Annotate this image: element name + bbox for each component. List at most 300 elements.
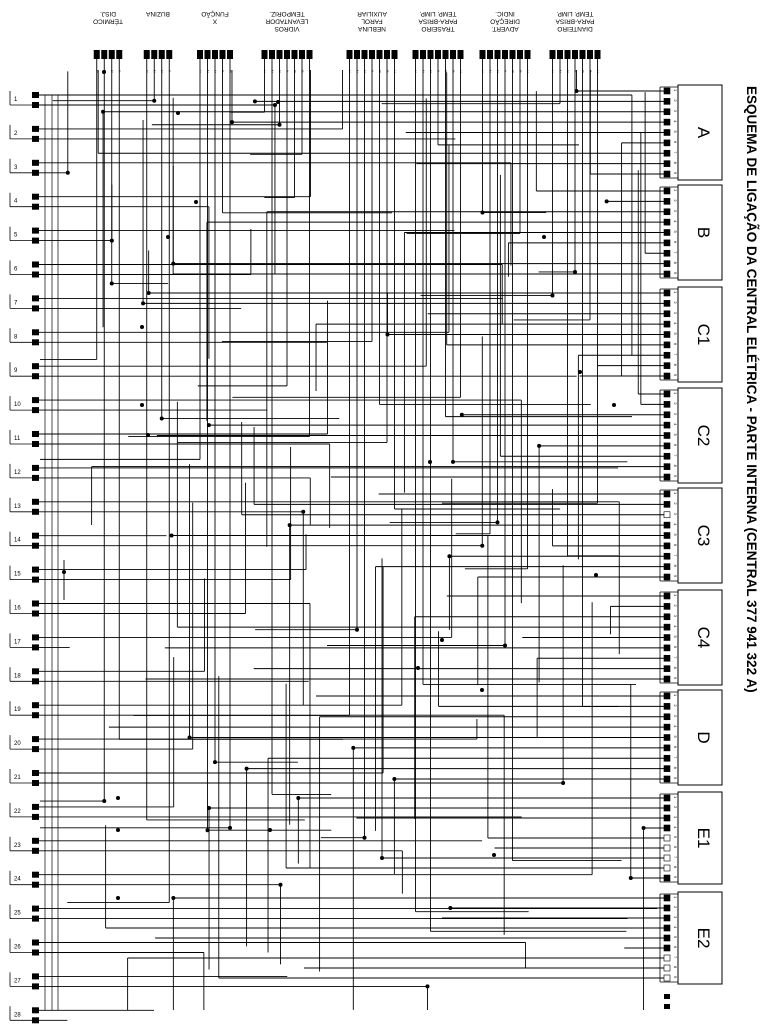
fuse-top-terminal: [32, 973, 39, 979]
relay-pin-number: 3: [363, 69, 366, 74]
connector-pin: [664, 422, 670, 428]
fuse-bottom-terminal: [32, 441, 39, 447]
fuse-top-terminal: [32, 194, 39, 200]
connector-pin: [664, 373, 670, 379]
relay-pin-number: 4: [504, 69, 507, 74]
fuse-bottom-terminal: [32, 678, 39, 684]
connector-pin: [664, 474, 670, 480]
connector-pin-number: 7: [673, 756, 678, 759]
relay-pin-number: 5: [293, 69, 296, 74]
relay-label: PARA-BRISA: [555, 17, 595, 25]
relay-pin: [94, 50, 100, 59]
fuse-27: [10, 972, 39, 989]
relay-label: FAROL: [361, 17, 383, 25]
relay-pin-number: 3: [214, 69, 217, 74]
fuse-bottom-terminal: [32, 475, 39, 481]
relay-label: AUXILIAR: [357, 10, 387, 17]
connector-pin: [664, 795, 670, 801]
connector-pin-number: 1: [673, 189, 678, 192]
relay-pin-number: 7: [308, 69, 311, 74]
connector-pin-number: 4: [673, 220, 678, 223]
connector-pin-number: 7: [673, 656, 678, 659]
connector-pin: [664, 825, 670, 831]
relay-pin-number: 7: [393, 69, 396, 74]
connector-e1: [660, 792, 722, 884]
fuse-top-terminal: [32, 702, 39, 708]
relay-pin-number: 2: [153, 69, 156, 74]
connector-pin-number: 5: [673, 533, 678, 536]
relay-pin-number: 6: [452, 69, 455, 74]
connector-pin-number: 5: [673, 936, 678, 939]
relay-pin: [565, 50, 571, 59]
relay-pin-number: 1: [263, 69, 266, 74]
fuse-20: [10, 735, 39, 752]
connector-pin: [664, 88, 670, 94]
connector-pin-number: 5: [673, 735, 678, 738]
connector-label: B: [694, 226, 713, 239]
fuse-1: [10, 91, 39, 108]
connector-pin: [664, 391, 670, 397]
connector-pin-number: 3: [673, 816, 678, 819]
fuse-top-terminal: [32, 804, 39, 810]
connector-pin: [664, 240, 670, 246]
relay-pin: [502, 50, 508, 59]
fuse-bottom-terminal: [32, 407, 39, 413]
fuse-bottom-terminal: [32, 543, 39, 549]
connector-label: C2: [694, 424, 713, 447]
relay-label: LEVANTADOR: [265, 17, 309, 25]
connector-pin: [664, 271, 670, 277]
connector-pin: [664, 119, 670, 125]
relay-pin-number: 6: [519, 69, 522, 74]
fuse-bottom-terminal: [32, 204, 39, 210]
connector-e2: [660, 892, 722, 984]
fuse-bottom-terminal: [32, 746, 39, 752]
connector-pin: [664, 290, 670, 296]
fuse-bottom-terminal: [32, 102, 39, 108]
connector-pin: [664, 300, 670, 306]
connector-pin: [664, 311, 670, 317]
fuse-top-terminal: [32, 601, 39, 607]
relay-pin-number: 5: [378, 69, 381, 74]
fuse-top-terminal: [32, 736, 39, 742]
connector-pin: [664, 835, 670, 841]
fuse-bottom-terminal: [32, 780, 39, 786]
connector-pin: [664, 815, 670, 821]
connector-label: E1: [694, 827, 713, 849]
connector-pin: [664, 714, 670, 720]
fuse-number: 25: [14, 910, 21, 917]
connector-pin-number: 6: [673, 240, 678, 244]
fuse-number: 11: [14, 436, 21, 442]
connector-pin: [664, 766, 670, 772]
relay-pin: [384, 50, 390, 59]
fuse-bottom-terminal: [32, 712, 39, 718]
fuse-26: [10, 939, 39, 956]
connector-pin: [664, 945, 670, 951]
fuse-number: 6: [14, 266, 18, 273]
connector-pin: [664, 464, 670, 470]
relay-label: VIDROS: [274, 25, 300, 32]
connector-pin: [664, 412, 670, 418]
fuse-24: [10, 871, 39, 888]
connector-pin-number: 4: [673, 725, 678, 728]
fuse-7: [10, 294, 39, 311]
connector-pin: [664, 352, 670, 358]
connector-pin-number: 2: [673, 402, 678, 405]
fuse-17: [10, 633, 39, 650]
relay-pin: [166, 50, 172, 59]
fuse-number: 26: [14, 944, 21, 951]
fuse-top-terminal: [32, 329, 39, 335]
connector-pin-number: 3: [673, 209, 678, 212]
relay-pin-number: 2: [422, 69, 425, 74]
fuse-bottom-terminal: [32, 373, 39, 379]
fuse-14: [10, 532, 39, 549]
relay-pin: [495, 50, 501, 59]
relay-pin: [487, 50, 493, 59]
connector-pin: [664, 209, 670, 215]
relay-label: TRASEIRO: [421, 25, 455, 32]
fuse-number: 27: [14, 978, 21, 985]
connector-pin-number: 3: [673, 412, 678, 415]
connector-pin: [664, 543, 670, 549]
relay-pin: [144, 50, 150, 59]
relay-pin-number: 1: [199, 69, 202, 74]
fuse-number: 18: [14, 673, 21, 680]
relay-pin-number: 1: [348, 69, 351, 74]
relay-label: TÉRMICO: [93, 17, 123, 25]
fuse-number: 13: [14, 503, 21, 510]
connector-b: [660, 185, 722, 280]
relay-label: FUNÇÃO: [201, 10, 229, 17]
relay-pin-number: 4: [371, 69, 374, 74]
fuse-top-terminal: [32, 668, 39, 674]
relay-pin-number: 7: [526, 69, 529, 74]
fuse-top-terminal: [32, 160, 39, 166]
relay-pin: [392, 50, 398, 59]
connector-pin-number: 9: [673, 976, 678, 979]
fuse-top-terminal: [32, 533, 39, 539]
relay-pin: [277, 50, 283, 59]
fuse-top-terminal: [32, 838, 39, 844]
relay-pin-number: 6: [301, 69, 304, 74]
connector-pin-number: 1: [673, 796, 678, 799]
connector-pin-number: 9: [673, 272, 678, 275]
connector-pin: [664, 433, 670, 439]
connector-pin: [664, 895, 670, 901]
fuse-bottom-terminal: [32, 848, 39, 854]
connector-label: C4: [694, 626, 713, 649]
relay-label: TEMP. LIMP.: [419, 10, 457, 17]
relay-pin: [197, 50, 203, 59]
connector-pin: [664, 443, 670, 449]
relay-pin: [205, 50, 211, 59]
relay-pin: [369, 50, 375, 59]
relay-pin-number: 6: [386, 69, 389, 74]
connector-pin-number: 3: [673, 614, 678, 617]
connector-pin: [664, 140, 670, 146]
connector-pin-number: 2: [673, 906, 678, 909]
connector-pin-number: 7: [673, 554, 678, 557]
relay-pin: [354, 50, 360, 59]
connector-pin: [664, 925, 670, 931]
connector-pin: [664, 745, 670, 751]
relay-pin: [443, 50, 449, 59]
connector-pin: [664, 875, 670, 881]
connector-pin-number: 7: [673, 251, 678, 254]
relay-pin-number: 2: [356, 69, 359, 74]
connector-pin-number: 5: [673, 230, 678, 233]
connector-pin: [664, 230, 670, 236]
fuse-bottom-terminal: [32, 950, 39, 956]
connector-pin-number: 3: [673, 512, 678, 515]
fuse-12: [10, 464, 39, 481]
fuse-top-terminal: [32, 363, 39, 369]
connector-pin-number: 9: [673, 575, 678, 578]
relay-pin-number: 4: [221, 69, 224, 74]
relay-pin: [580, 50, 586, 59]
connector-pin-number: 7: [673, 151, 678, 154]
fuse-number: 2: [14, 130, 18, 137]
connector-pin-number: 3: [673, 916, 678, 919]
fuse-bottom-terminal: [32, 238, 39, 244]
relay-pin-number: 3: [111, 69, 114, 74]
fuse-bottom-terminal: [32, 305, 39, 311]
relay-pin-number: 2: [206, 69, 209, 74]
connector-pin: [664, 332, 670, 338]
connector-pin-number: 6: [673, 543, 678, 547]
connector-pin-number: 7: [673, 353, 678, 356]
fuse-top-terminal: [32, 567, 39, 573]
connector-pin-number: 4: [673, 826, 678, 829]
connector-pin: [664, 564, 670, 570]
connector-pin-number: 1: [673, 896, 678, 899]
diagram-title: ESQUEMA DE LIGAÇÃO DA CENTRAL ELÉTRICA - PARTE INTERNA (CENTRAL 377 941 322 A): [744, 86, 759, 693]
connector-pin-number: 3: [673, 311, 678, 314]
connector-column: [660, 85, 722, 984]
relay-pin: [595, 50, 601, 59]
fuse-bottom-terminal: [32, 1017, 39, 1023]
relay-pin-number: 1: [146, 69, 149, 74]
connector-pin: [664, 693, 670, 699]
relay-pin-number: 2: [271, 69, 274, 74]
relay-pin: [550, 50, 556, 59]
relay-pin: [510, 50, 516, 59]
fuse-number: 9: [14, 368, 18, 375]
connector-pin: [664, 363, 670, 369]
fuse-bottom-terminal: [32, 136, 39, 142]
connector-pin-number: 6: [673, 846, 678, 849]
connector-pin-number: 5: [673, 635, 678, 638]
connector-pin-number: 1: [673, 89, 678, 92]
connector-pin: [664, 342, 670, 348]
fuse-21: [10, 769, 39, 786]
fuse-number: 7: [14, 300, 18, 307]
connector-pin-number: 5: [673, 130, 678, 133]
relay-pin-number: 1: [551, 69, 554, 74]
relay-label: TEMPORIZ.: [269, 10, 305, 17]
connector-pin-number: 7: [673, 856, 678, 859]
connector-pin: [664, 98, 670, 104]
fuse-bottom-terminal: [32, 577, 39, 583]
relay-pin-number: 2: [103, 69, 106, 74]
connector-pin-number: 9: [673, 677, 678, 680]
connector-pin: [664, 965, 670, 971]
fuse-number: 28: [14, 1012, 21, 1019]
connector-pin: [664, 574, 670, 580]
connector-pin-number: 6: [673, 443, 678, 447]
fuse-number: 1: [14, 97, 18, 103]
connector-label: D: [694, 731, 713, 744]
connector-pin: [664, 755, 670, 761]
connector-pin: [664, 171, 670, 177]
relay-pin: [428, 50, 434, 59]
relay-pin: [109, 50, 115, 59]
fuse-16: [10, 600, 39, 617]
connector-pin: [664, 935, 670, 941]
fuse-22: [10, 803, 39, 820]
connector-pin-number: 1: [673, 492, 678, 495]
relay-pin-number: 7: [459, 69, 462, 74]
relay-pin-number: 4: [118, 69, 121, 74]
connector-pin: [664, 805, 670, 811]
fuse-number: 21: [14, 775, 21, 781]
relay-label: PARA-BRISA: [418, 17, 458, 25]
fuse-top-terminal: [32, 906, 39, 912]
bottom-terminals: [664, 994, 670, 1009]
connector-pin: [664, 188, 670, 194]
connector-pin: [664, 250, 670, 256]
connector-pin: [664, 198, 670, 204]
connector-pin-number: 3: [673, 109, 678, 112]
connector-label: A: [694, 126, 713, 139]
fuse-bottom-terminal: [32, 882, 39, 888]
connector-pin: [664, 703, 670, 709]
relay-pin-number: 1: [481, 69, 484, 74]
connector-pin-number: 8: [673, 161, 678, 164]
relay-pin-number: 3: [278, 69, 281, 74]
fuse-number: 14: [14, 537, 21, 544]
fuse-number: 15: [14, 571, 21, 578]
connector-pin: [664, 614, 670, 620]
fuse-number: 22: [14, 808, 21, 815]
connector-pin: [664, 522, 670, 528]
connector-pin-number: 5: [673, 433, 678, 436]
connector-pin-number: 4: [673, 926, 678, 929]
fuse-number: 20: [14, 741, 21, 748]
connector-pin-number: 1: [673, 694, 678, 697]
connector-pin-number: 4: [673, 625, 678, 628]
connector-pin-number: 9: [673, 374, 678, 377]
relay-label: BUZINA: [146, 10, 170, 17]
connector-pin: [664, 321, 670, 327]
connector-pin-number: 4: [673, 120, 678, 123]
fuse-bottom-terminal: [32, 611, 39, 617]
connector-pin-number: 7: [673, 956, 678, 959]
relay-pin: [435, 50, 441, 59]
connector-pin: [664, 453, 670, 459]
wire-network: [39, 59, 664, 1020]
extra-terminal-pair: [664, 994, 670, 1009]
relay-pin: [159, 50, 165, 59]
fuse-9: [10, 362, 39, 379]
relay-pin-number: 1: [96, 69, 99, 74]
connector-pin-number: 8: [673, 261, 678, 264]
fuse-top-terminal: [32, 940, 39, 946]
connector-pin: [664, 219, 670, 225]
relay-2: [144, 10, 173, 74]
connector-pin-number: 6: [673, 645, 678, 649]
fuse-number: 4: [14, 198, 18, 205]
fuse-13: [10, 498, 39, 515]
connector-pin-number: 5: [673, 836, 678, 839]
connector-pin-number: 6: [673, 140, 678, 144]
connector-pin-number: 1: [673, 291, 678, 294]
connector-pin: [664, 512, 670, 518]
connector-pin: [664, 776, 670, 782]
connector-pin-number: 1: [673, 392, 678, 395]
fuse-23: [10, 837, 39, 854]
fuse-number: 5: [14, 232, 18, 239]
fuse-number: 8: [14, 334, 18, 341]
relay-pin-number: 3: [566, 69, 569, 74]
connector-pin-number: 2: [673, 806, 678, 809]
connector-pin: [664, 915, 670, 921]
connector-c2: [660, 388, 722, 483]
relay-pin: [262, 50, 268, 59]
connector-pin: [664, 603, 670, 609]
relay-pin-number: 4: [574, 69, 577, 74]
relay-pin: [347, 50, 353, 59]
relay-pin: [227, 50, 233, 59]
fuse-number: 16: [14, 605, 21, 612]
connector-pin: [664, 845, 670, 851]
relay-pin: [450, 50, 456, 59]
relay-pin-number: 3: [496, 69, 499, 74]
connector-pin: [664, 533, 670, 539]
connector-pin: [664, 261, 670, 267]
connector-pin-number: 9: [673, 172, 678, 175]
fuse-28: [10, 1006, 39, 1023]
connector-d: [660, 690, 722, 785]
fuse-bottom-terminal: [32, 509, 39, 515]
fuse-bottom-terminal: [32, 170, 39, 176]
relay-pin-number: 5: [444, 69, 447, 74]
connector-pin: [664, 905, 670, 911]
fuse-2: [10, 125, 39, 142]
fuse-top-terminal: [32, 872, 39, 878]
connector-a: [660, 85, 722, 180]
fuse-top-terminal: [32, 92, 39, 98]
connector-pin: [664, 401, 670, 407]
fuse-8: [10, 328, 39, 345]
connector-pin: [664, 130, 670, 136]
fuse-top-terminal: [32, 770, 39, 776]
relay-pin: [220, 50, 226, 59]
relay-pin: [420, 50, 426, 59]
relay-pin-number: 4: [168, 69, 171, 74]
fuse-top-terminal: [32, 126, 39, 132]
connector-pin: [664, 624, 670, 630]
fuse-4: [10, 193, 39, 210]
connector-pin-number: 5: [673, 332, 678, 335]
connector-pin-number: 6: [673, 745, 678, 749]
connector-pin: [664, 161, 670, 167]
relay-pin-number: 2: [489, 69, 492, 74]
relay-pin: [269, 50, 275, 59]
fuse-top-terminal: [32, 397, 39, 403]
